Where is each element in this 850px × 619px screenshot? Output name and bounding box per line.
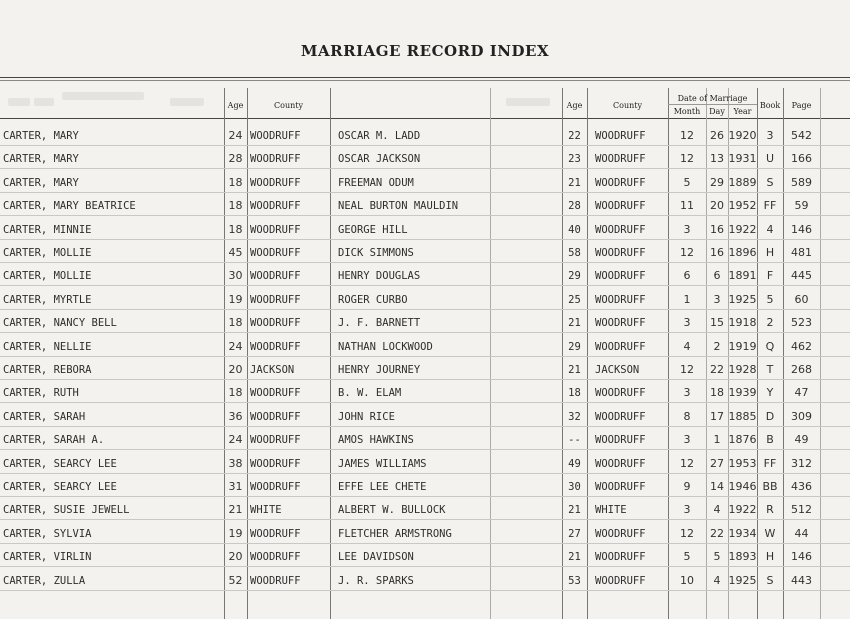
date-subheader-rule bbox=[668, 104, 757, 105]
record-day: 16 bbox=[710, 222, 724, 236]
record-spouse-age: 21 bbox=[568, 504, 581, 517]
record-spouse-age: 18 bbox=[568, 387, 581, 400]
record-year: 1928 bbox=[728, 363, 757, 376]
record-year: 1922 bbox=[728, 503, 757, 517]
record-county: WOODRUFF bbox=[250, 176, 301, 189]
record-book: W bbox=[764, 526, 776, 540]
record-day: 22 bbox=[710, 526, 724, 540]
record-day: 17 bbox=[710, 409, 724, 423]
record-day: 6 bbox=[713, 269, 721, 283]
record-name: CARTER, MARY bbox=[3, 153, 79, 166]
record-year: 1885 bbox=[728, 409, 757, 423]
record-book: 4 bbox=[766, 222, 774, 236]
record-page: 59 bbox=[794, 199, 809, 213]
record-name: CARTER, MARY BEATRICE bbox=[3, 200, 136, 213]
header-page: Page bbox=[791, 101, 812, 110]
record-name: CARTER, NANCY BELL bbox=[3, 317, 117, 330]
record-age: 52 bbox=[228, 573, 243, 587]
header-book: Book bbox=[759, 101, 781, 110]
record-year: 1893 bbox=[728, 550, 757, 564]
record-year: 1952 bbox=[728, 199, 757, 213]
header-top-rule bbox=[0, 77, 850, 78]
record-spouse-county: WOODRUFF bbox=[595, 176, 646, 189]
record-county: WOODRUFF bbox=[250, 387, 301, 400]
record-spouse-county: WOODRUFF bbox=[595, 457, 646, 470]
record-spouse-county: WOODRUFF bbox=[595, 293, 646, 306]
record-month: 4 bbox=[683, 339, 691, 353]
record-day: 26 bbox=[710, 129, 724, 142]
row-rule bbox=[0, 285, 850, 286]
header-day: Day bbox=[709, 107, 725, 116]
row-rule bbox=[0, 332, 850, 333]
row-rule bbox=[0, 262, 850, 263]
record-year: 1922 bbox=[728, 222, 757, 236]
record-name: CARTER, MYRTLE bbox=[3, 293, 92, 306]
record-name: CARTER, SUSIE JEWELL bbox=[3, 504, 130, 517]
record-page: 60 bbox=[794, 292, 809, 306]
record-day: 5 bbox=[713, 550, 721, 564]
record-month: 1 bbox=[683, 292, 691, 306]
record-spouse-name: OSCAR JACKSON bbox=[338, 153, 421, 166]
row-rule bbox=[0, 402, 850, 403]
record-page: 47 bbox=[794, 386, 809, 400]
record-age: 24 bbox=[228, 339, 243, 353]
record-spouse-county: WOODRUFF bbox=[595, 317, 646, 330]
row-rule bbox=[0, 145, 850, 146]
record-name: CARTER, RUTH bbox=[3, 387, 79, 400]
row-rule bbox=[0, 379, 850, 380]
record-spouse-name: ROGER CURBO bbox=[338, 293, 408, 306]
record-spouse-county: WOODRUFF bbox=[595, 481, 646, 493]
record-age: 30 bbox=[228, 269, 243, 283]
record-spouse-name: HENRY DOUGLAS bbox=[338, 270, 421, 283]
record-county: WOODRUFF bbox=[250, 481, 301, 493]
record-book: FF bbox=[763, 199, 777, 213]
record-book: R bbox=[766, 503, 774, 517]
record-spouse-age: 21 bbox=[568, 364, 581, 376]
record-age: 19 bbox=[228, 526, 243, 540]
record-book: T bbox=[766, 363, 774, 376]
record-book: F bbox=[766, 269, 774, 283]
show-through-text bbox=[62, 92, 144, 100]
record-county: WOODRUFF bbox=[250, 153, 301, 166]
record-book: BB bbox=[762, 480, 778, 493]
record-day: 13 bbox=[710, 152, 724, 166]
record-page: 462 bbox=[791, 339, 812, 353]
record-day: 20 bbox=[710, 199, 724, 213]
record-book: S bbox=[766, 175, 774, 189]
record-spouse-county: JACKSON bbox=[595, 364, 640, 376]
row-rule bbox=[0, 192, 850, 193]
header-year: Year bbox=[733, 107, 752, 116]
record-book: FF bbox=[763, 456, 777, 470]
record-spouse-age: 22 bbox=[568, 130, 581, 142]
record-spouse-age: 27 bbox=[568, 527, 581, 540]
row-rule bbox=[0, 519, 850, 520]
record-year: 1925 bbox=[728, 292, 757, 306]
record-spouse-county: WHITE bbox=[595, 504, 627, 517]
record-name: CARTER, SEARCY LEE bbox=[3, 481, 117, 493]
record-month: 5 bbox=[683, 175, 691, 189]
record-spouse-age: 21 bbox=[568, 176, 581, 189]
record-year: 1889 bbox=[728, 175, 757, 189]
record-spouse-name: HENRY JOURNEY bbox=[338, 364, 421, 376]
record-county: WOODRUFF bbox=[250, 551, 301, 564]
row-rule bbox=[0, 356, 850, 357]
record-county: WOODRUFF bbox=[250, 574, 301, 587]
record-book: H bbox=[765, 550, 775, 564]
record-book: Y bbox=[766, 386, 774, 400]
record-spouse-age: 53 bbox=[568, 574, 581, 587]
record-book: D bbox=[765, 409, 775, 423]
record-county: WHITE bbox=[250, 504, 282, 517]
record-year: 1896 bbox=[728, 246, 757, 259]
record-county: WOODRUFF bbox=[250, 270, 301, 283]
record-month: 12 bbox=[680, 152, 694, 166]
record-book: S bbox=[766, 573, 774, 587]
record-book: U bbox=[765, 152, 775, 166]
row-rule bbox=[0, 590, 850, 591]
record-month: 12 bbox=[680, 129, 694, 142]
record-spouse-name: EFFE LEE CHETE bbox=[338, 481, 427, 493]
record-age: 20 bbox=[228, 550, 243, 564]
record-book: 2 bbox=[766, 316, 774, 330]
record-page: 436 bbox=[791, 480, 812, 493]
record-page: 443 bbox=[791, 573, 812, 587]
record-page: 312 bbox=[791, 456, 812, 470]
record-spouse-age: 21 bbox=[568, 551, 581, 564]
record-spouse-county: WOODRUFF bbox=[595, 223, 646, 236]
record-age: 24 bbox=[228, 433, 243, 447]
row-rule bbox=[0, 449, 850, 450]
record-spouse-name: JOHN RICE bbox=[338, 410, 395, 423]
record-age: 20 bbox=[228, 363, 243, 376]
record-spouse-name: B. W. ELAM bbox=[338, 387, 402, 400]
header-spouse-age: Age bbox=[566, 101, 583, 110]
record-day: 1 bbox=[713, 433, 721, 447]
record-day: 29 bbox=[710, 175, 724, 189]
record-page: 589 bbox=[791, 175, 812, 189]
row-rule bbox=[0, 309, 850, 310]
record-spouse-age: 25 bbox=[568, 293, 581, 306]
record-spouse-age: 49 bbox=[568, 457, 581, 470]
record-spouse-name: AMOS HAWKINS bbox=[338, 434, 414, 447]
record-page: 481 bbox=[791, 246, 812, 259]
record-spouse-name: NATHAN LOCKWOOD bbox=[338, 340, 433, 353]
record-age: 18 bbox=[228, 199, 243, 213]
header-date-of-marriage: Date of Marriage bbox=[677, 94, 748, 103]
record-month: 12 bbox=[680, 526, 694, 540]
record-age: 18 bbox=[228, 386, 243, 400]
record-name: CARTER, VIRLIN bbox=[3, 551, 92, 564]
record-year: 1946 bbox=[728, 480, 757, 493]
row-rule bbox=[0, 473, 850, 474]
record-page: 44 bbox=[794, 526, 809, 540]
record-spouse-age: 29 bbox=[568, 270, 581, 283]
record-spouse-name: DICK SIMMONS bbox=[338, 247, 414, 259]
record-month: 5 bbox=[683, 550, 691, 564]
record-month: 3 bbox=[683, 386, 691, 400]
record-age: 21 bbox=[228, 503, 243, 517]
record-day: 18 bbox=[710, 386, 724, 400]
record-day: 14 bbox=[710, 480, 724, 493]
record-spouse-county: WOODRUFF bbox=[595, 270, 646, 283]
record-spouse-county: WOODRUFF bbox=[595, 247, 646, 259]
record-spouse-name: GEORGE HILL bbox=[338, 223, 408, 236]
record-year: 1931 bbox=[728, 152, 757, 166]
show-through-text bbox=[170, 98, 204, 106]
record-name: CARTER, MINNIE bbox=[3, 223, 92, 236]
show-through-text bbox=[506, 98, 550, 106]
record-page: 512 bbox=[791, 503, 812, 517]
record-spouse-county: WOODRUFF bbox=[595, 340, 646, 353]
show-through-text bbox=[8, 98, 30, 106]
record-age: 24 bbox=[228, 129, 243, 142]
record-spouse-age: 58 bbox=[568, 247, 581, 259]
record-spouse-age: 28 bbox=[568, 200, 581, 213]
record-month: 3 bbox=[683, 433, 691, 447]
record-day: 3 bbox=[713, 292, 721, 306]
record-name: CARTER, ZULLA bbox=[3, 574, 86, 587]
record-spouse-age: 32 bbox=[568, 410, 581, 423]
record-name: CARTER, SARAH bbox=[3, 410, 86, 423]
record-spouse-county: WOODRUFF bbox=[595, 130, 646, 142]
record-day: 2 bbox=[713, 339, 721, 353]
record-age: 31 bbox=[228, 480, 243, 493]
header-bottom-rule bbox=[0, 118, 850, 119]
record-year: 1920 bbox=[728, 129, 757, 142]
record-age: 36 bbox=[228, 409, 243, 423]
record-book: B bbox=[766, 433, 774, 447]
record-county: WOODRUFF bbox=[250, 130, 301, 142]
record-day: 15 bbox=[710, 316, 724, 330]
record-year: 1919 bbox=[728, 339, 757, 353]
record-spouse-name: FLETCHER ARMSTRONG bbox=[338, 527, 452, 540]
header-age: Age bbox=[227, 101, 244, 110]
record-page: 146 bbox=[791, 550, 812, 564]
record-spouse-name: FREEMAN ODUM bbox=[338, 176, 414, 189]
row-rule bbox=[0, 168, 850, 169]
record-age: 19 bbox=[228, 292, 243, 306]
show-through-text bbox=[34, 98, 54, 106]
record-page: 445 bbox=[791, 269, 812, 283]
row-rule bbox=[0, 426, 850, 427]
record-page: 146 bbox=[791, 222, 812, 236]
record-spouse-county: WOODRUFF bbox=[595, 527, 646, 540]
record-page: 523 bbox=[791, 316, 812, 330]
record-page: 309 bbox=[791, 409, 812, 423]
record-year: 1891 bbox=[728, 269, 757, 283]
record-month: 11 bbox=[680, 199, 694, 213]
page-title: MARRIAGE RECORD INDEX bbox=[300, 42, 550, 60]
record-county: WOODRUFF bbox=[250, 223, 301, 236]
record-name: CARTER, SEARCY LEE bbox=[3, 457, 117, 470]
record-page: 542 bbox=[791, 129, 812, 142]
record-county: WOODRUFF bbox=[250, 457, 301, 470]
record-name: CARTER, MOLLIE bbox=[3, 270, 92, 283]
record-year: 1953 bbox=[728, 456, 757, 470]
record-year: 1925 bbox=[728, 573, 757, 587]
record-spouse-age: 29 bbox=[568, 340, 581, 353]
row-rule bbox=[0, 215, 850, 216]
header-county: County bbox=[274, 101, 303, 110]
record-spouse-county: WOODRUFF bbox=[595, 551, 646, 564]
record-county: WOODRUFF bbox=[250, 434, 301, 447]
record-day: 4 bbox=[713, 573, 721, 587]
record-spouse-name: NEAL BURTON MAULDIN bbox=[338, 200, 459, 213]
record-name: CARTER, REBORA bbox=[3, 364, 92, 376]
record-county: WOODRUFF bbox=[250, 247, 301, 259]
row-rule bbox=[0, 543, 850, 544]
record-spouse-name: ALBERT W. BULLOCK bbox=[338, 504, 446, 517]
record-page: 49 bbox=[794, 433, 809, 447]
record-spouse-age: 23 bbox=[568, 153, 581, 166]
record-year: 1876 bbox=[728, 433, 757, 447]
record-book: Q bbox=[765, 339, 775, 353]
record-spouse-county: WOODRUFF bbox=[595, 200, 646, 213]
header-month: Month bbox=[673, 107, 701, 116]
record-spouse-county: WOODRUFF bbox=[595, 387, 646, 400]
record-day: 16 bbox=[710, 246, 724, 259]
record-day: 22 bbox=[710, 363, 724, 376]
record-age: 28 bbox=[228, 152, 243, 166]
record-spouse-name: OSCAR M. LADD bbox=[338, 130, 421, 142]
record-name: CARTER, MARY bbox=[3, 176, 79, 189]
record-county: WOODRUFF bbox=[250, 317, 301, 330]
record-month: 3 bbox=[683, 503, 691, 517]
record-spouse-name: J. R. SPARKS bbox=[338, 574, 414, 587]
record-name: CARTER, MARY bbox=[3, 130, 79, 142]
record-month: 9 bbox=[683, 480, 691, 493]
header-spouse-county: County bbox=[613, 101, 642, 110]
record-age: 45 bbox=[228, 246, 243, 259]
record-book: 5 bbox=[766, 292, 774, 306]
record-name: CARTER, SARAH A. bbox=[3, 434, 105, 447]
record-name: CARTER, SYLVIA bbox=[3, 527, 92, 540]
record-month: 10 bbox=[680, 573, 694, 587]
record-month: 3 bbox=[683, 222, 691, 236]
record-age: 18 bbox=[228, 175, 243, 189]
record-spouse-age: 21 bbox=[568, 317, 581, 330]
record-name: CARTER, MOLLIE bbox=[3, 247, 92, 259]
record-day: 27 bbox=[710, 456, 724, 470]
record-spouse-county: WOODRUFF bbox=[595, 410, 646, 423]
record-day: 4 bbox=[713, 503, 721, 517]
record-month: 12 bbox=[680, 456, 694, 470]
row-rule bbox=[0, 566, 850, 567]
record-year: 1939 bbox=[728, 386, 757, 400]
record-spouse-name: JAMES WILLIAMS bbox=[338, 457, 427, 470]
record-book: 3 bbox=[766, 129, 774, 142]
record-spouse-name: LEE DAVIDSON bbox=[338, 551, 414, 564]
record-spouse-age: 30 bbox=[568, 481, 581, 493]
record-year: 1918 bbox=[728, 316, 757, 330]
record-year: 1934 bbox=[728, 526, 757, 540]
record-county: WOODRUFF bbox=[250, 293, 301, 306]
record-book: H bbox=[765, 246, 775, 259]
record-spouse-age: 40 bbox=[568, 223, 581, 236]
record-county: WOODRUFF bbox=[250, 340, 301, 353]
record-county: WOODRUFF bbox=[250, 527, 301, 540]
record-county: WOODRUFF bbox=[250, 410, 301, 423]
row-rule bbox=[0, 239, 850, 240]
record-spouse-county: WOODRUFF bbox=[595, 153, 646, 166]
record-month: 12 bbox=[680, 246, 694, 259]
header-top-rule-2 bbox=[0, 80, 850, 81]
record-age: 38 bbox=[228, 456, 243, 470]
record-spouse-name: J. F. BARNETT bbox=[338, 317, 421, 330]
record-county: JACKSON bbox=[250, 364, 295, 376]
record-name: CARTER, NELLIE bbox=[3, 340, 92, 353]
record-month: 3 bbox=[683, 316, 691, 330]
record-page: 166 bbox=[791, 152, 812, 166]
record-age: 18 bbox=[228, 222, 243, 236]
record-month: 12 bbox=[680, 363, 694, 376]
record-county: WOODRUFF bbox=[250, 200, 301, 213]
record-age: 18 bbox=[228, 316, 243, 330]
record-spouse-age: -- bbox=[568, 434, 581, 447]
record-spouse-county: WOODRUFF bbox=[595, 434, 646, 447]
row-rule bbox=[0, 496, 850, 497]
record-spouse-county: WOODRUFF bbox=[595, 574, 646, 587]
record-page: 268 bbox=[791, 363, 812, 376]
record-month: 6 bbox=[683, 269, 691, 283]
record-month: 8 bbox=[683, 409, 691, 423]
